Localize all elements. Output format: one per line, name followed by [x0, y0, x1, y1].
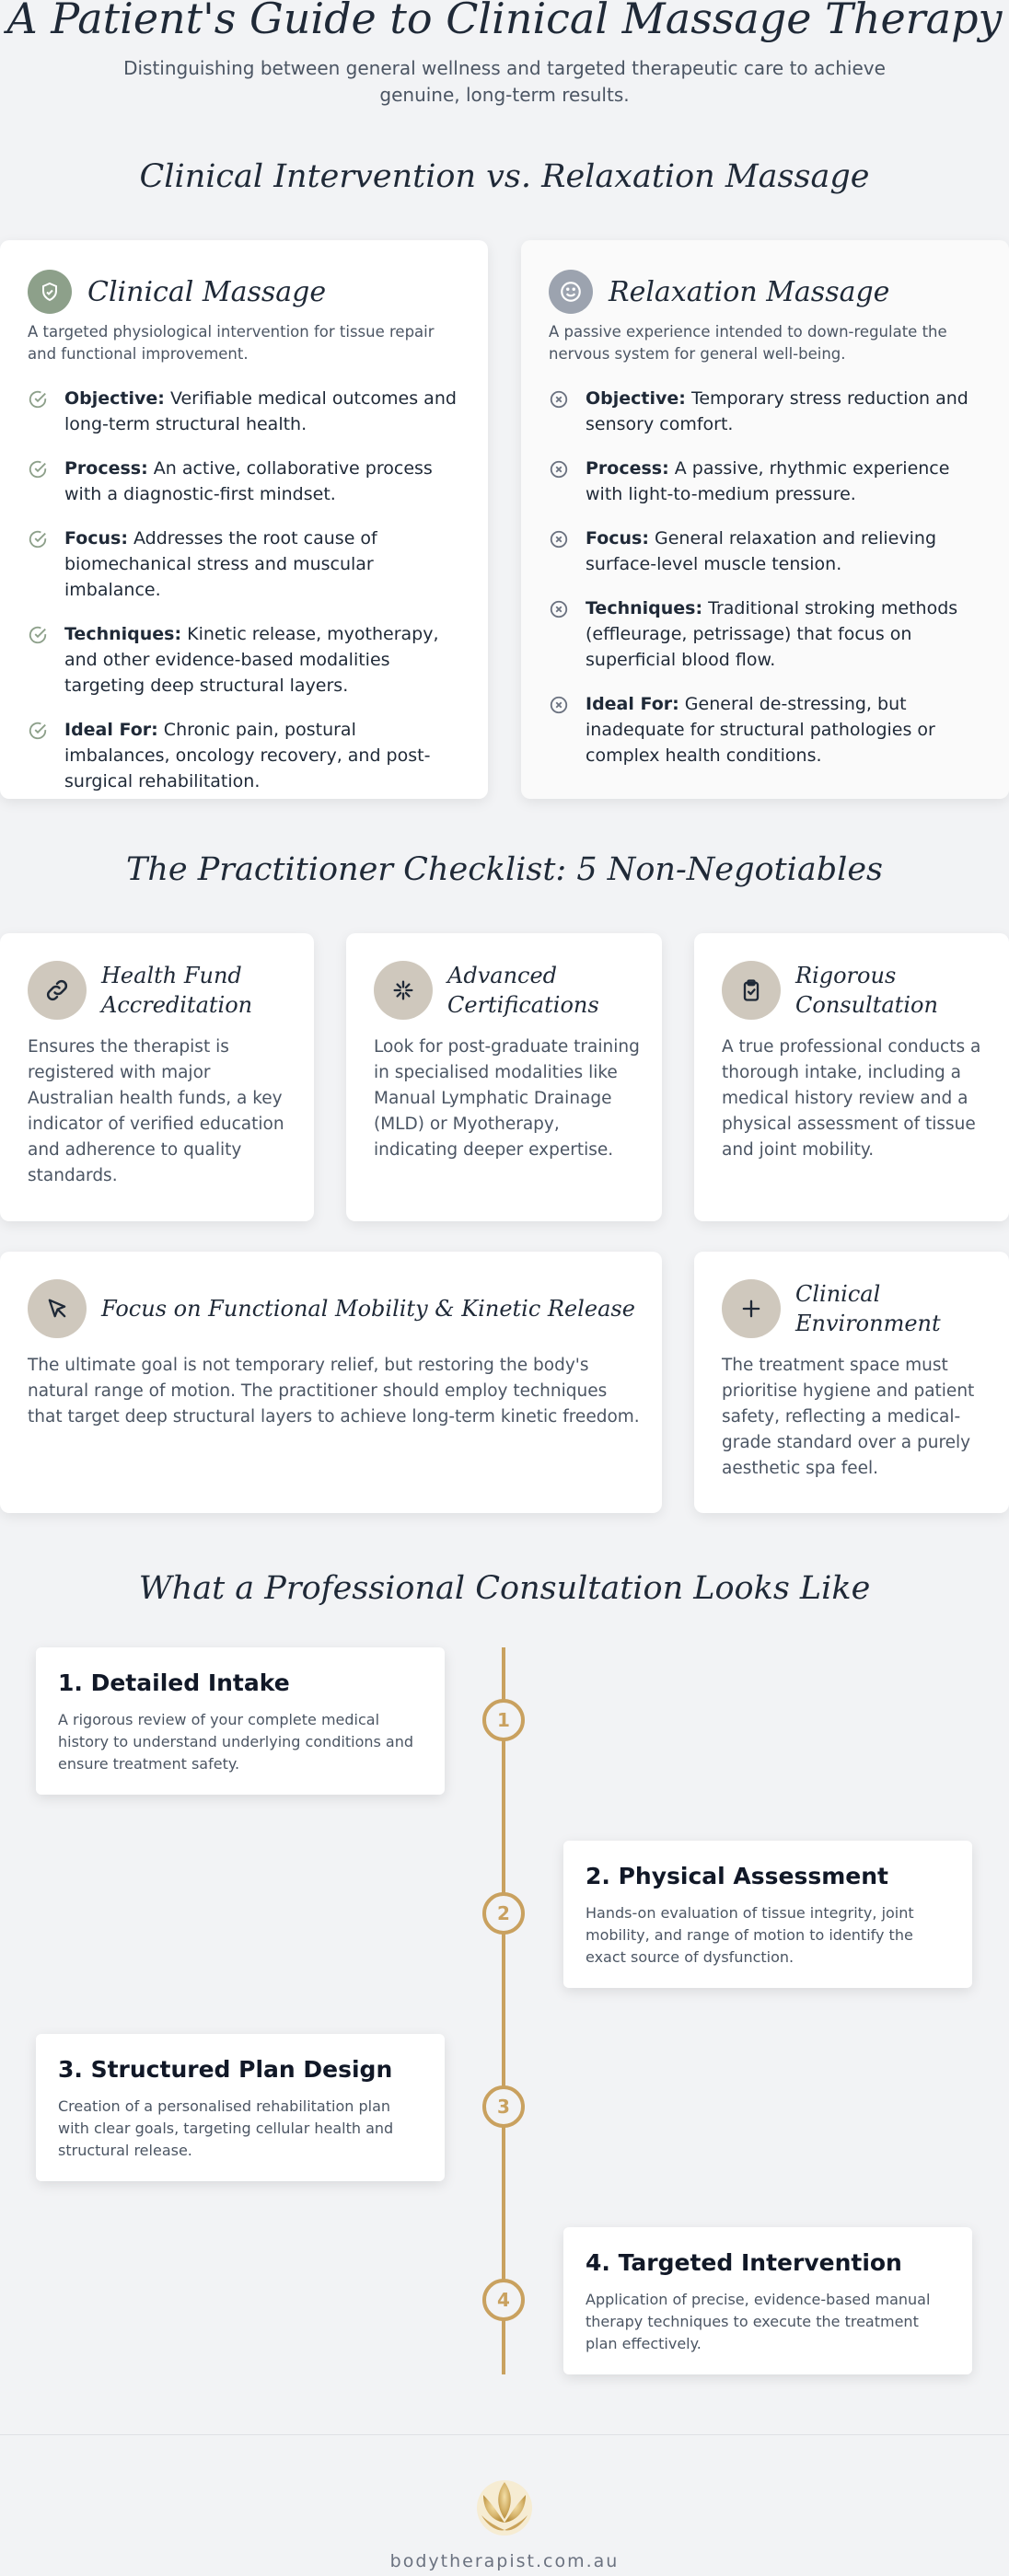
page-subtitle: Distinguishing between general wellness and targeted therapeutic care to achieve genuine, long-term results. — [123, 57, 886, 106]
checklist-body: The ultimate goal is not temporary relief, but restoring the body's natural range of motion. The practitioner should employ techniques that target deep structural layers to achieve long-term kinetic freedom. — [28, 1356, 640, 1427]
checklist-body: The treatment space must prioritise hygiene and patient safety, reflecting a medical-grade standard over a purely aesthetic spa feel. — [722, 1356, 975, 1478]
checklist-title: Health Fund Accreditation — [101, 963, 253, 1018]
checklist-title: Rigorous Consultation — [795, 963, 938, 1018]
step-number-marker: 4 — [482, 2279, 525, 2321]
list-item: Ideal For: Chronic pain, postural imbalances, oncology recovery, and post-surgical rehabilitation. — [28, 717, 460, 794]
step-title: 1. Detailed Intake — [58, 1669, 290, 1696]
x-circle-icon — [549, 456, 586, 507]
timeline-step-card — [563, 2227, 972, 2374]
relaxation-massage-list — [549, 386, 981, 787]
clinical-massage-title: Clinical Massage — [87, 275, 327, 308]
check-circle-icon — [28, 526, 64, 603]
step-body: Hands-on evaluation of tissue integrity, joint mobility, and range of motion to identify the exact source of dysfunction. — [586, 1904, 914, 1966]
check-circle-icon — [28, 621, 64, 699]
list-item: Focus: General relaxation and relieving surface-level muscle tension. — [549, 526, 981, 577]
step-body: Application of precise, evidence-based manual therapy techniques to execute the treatment plan effectively. — [586, 2291, 931, 2352]
list-item: Ideal For: General de-stressing, but inadequate for structural pathologies or complex health conditions. — [549, 691, 981, 768]
list-item: Objective: Verifiable medical outcomes and long-term structural health. — [28, 386, 460, 437]
check-circle-icon — [28, 717, 64, 794]
page-title: A Patient's Guide to Clinical Massage Therapy — [6, 0, 1003, 43]
comparison-section-title: Clinical Intervention vs. Relaxation Massage — [139, 158, 870, 195]
check-circle-icon — [28, 386, 64, 437]
checklist-title: Focus on Functional Mobility & Kinetic Release — [101, 1296, 635, 1322]
step-body: A rigorous review of your complete medical history to understand underlying conditions and ensure treatment safety. — [58, 1711, 414, 1773]
clinical-massage-description: A targeted physiological intervention for tissue repair and functional improvement. — [28, 323, 435, 363]
checklist-card-consultation — [694, 933, 1009, 1221]
checklist-body: Look for post-graduate training in specialised modalities like Manual Lymphatic Drainage (MLD) or Myotherapy, indicating deeper expertise. — [374, 1037, 640, 1160]
step-title: 3. Structured Plan Design — [58, 2056, 393, 2083]
timeline-line — [502, 1647, 505, 2374]
check-circle-icon — [28, 456, 64, 507]
clinical-massage-list — [28, 386, 460, 813]
cursor-icon — [28, 1279, 87, 1338]
list-item: Techniques: Kinetic release, myotherapy, and other evidence-based modalities targeting deep structural layers. — [28, 621, 460, 699]
checklist-section-title: The Practitioner Checklist: 5 Non-Negotiables — [125, 851, 884, 888]
x-circle-icon — [549, 526, 586, 577]
checklist-body: A true professional conducts a thorough intake, including a medical history review and a physical assessment of tissue and joint mobility. — [722, 1037, 981, 1160]
relaxation-massage-card — [521, 240, 1009, 799]
plus-icon — [722, 1279, 781, 1338]
step-body: Creation of a personalised rehabilitation plan with clear goals, targeting cellular health and structural release. — [58, 2097, 394, 2159]
consultation-section-title: What a Professional Consultation Looks Like — [138, 1570, 871, 1607]
step-number-marker: 1 — [482, 1699, 525, 1741]
checklist-card-certifications — [346, 933, 662, 1221]
x-circle-icon — [549, 595, 586, 673]
footer-divider — [0, 2434, 1009, 2435]
clinical-massage-card — [0, 240, 488, 799]
timeline-step-card — [36, 2034, 445, 2181]
checklist-body: Ensures the therapist is registered with major Australian health funds, a key indicator of verified education and adherence to quality standards. — [28, 1037, 284, 1185]
link-icon — [28, 961, 87, 1020]
relaxation-massage-description: A passive experience intended to down-regulate the nervous system for general well-being. — [549, 323, 947, 363]
step-title: 2. Physical Assessment — [586, 1863, 889, 1889]
checklist-title: Clinical Environment — [795, 1281, 941, 1336]
checklist-title: Advanced Certifications — [447, 963, 599, 1018]
checklist-card-functional-mobility — [0, 1252, 662, 1513]
list-item: Process: An active, collaborative process with a diagnostic-first mindset. — [28, 456, 460, 507]
list-item: Techniques: Traditional stroking methods (effleurage, petrissage) that focus on superficial blood flow. — [549, 595, 981, 673]
smile-icon — [549, 270, 593, 314]
timeline-step-card — [36, 1647, 445, 1795]
shield-icon — [28, 270, 72, 314]
step-number-marker: 3 — [482, 2085, 525, 2128]
list-item: Process: A passive, rhythmic experience with light-to-medium pressure. — [549, 456, 981, 507]
checklist-card-clinical-environment — [694, 1252, 1009, 1513]
list-item: Objective: Temporary stress reduction and sensory comfort. — [549, 386, 981, 437]
checklist-card-health-fund — [0, 933, 314, 1221]
step-title: 4. Targeted Intervention — [586, 2249, 902, 2276]
x-circle-icon — [549, 386, 586, 437]
lotus-logo[interactable] — [469, 2469, 540, 2541]
step-number-marker: 2 — [482, 1892, 525, 1935]
relaxation-massage-title: Relaxation Massage — [609, 275, 890, 308]
sparkle-icon — [374, 961, 433, 1020]
x-circle-icon — [549, 691, 586, 768]
clipboard-check-icon — [722, 961, 781, 1020]
footer-url[interactable]: bodytherapist.com.au — [389, 2551, 620, 2571]
list-item: Focus: Addresses the root cause of biomechanical stress and muscular imbalance. — [28, 526, 460, 603]
timeline-step-card — [563, 1841, 972, 1988]
